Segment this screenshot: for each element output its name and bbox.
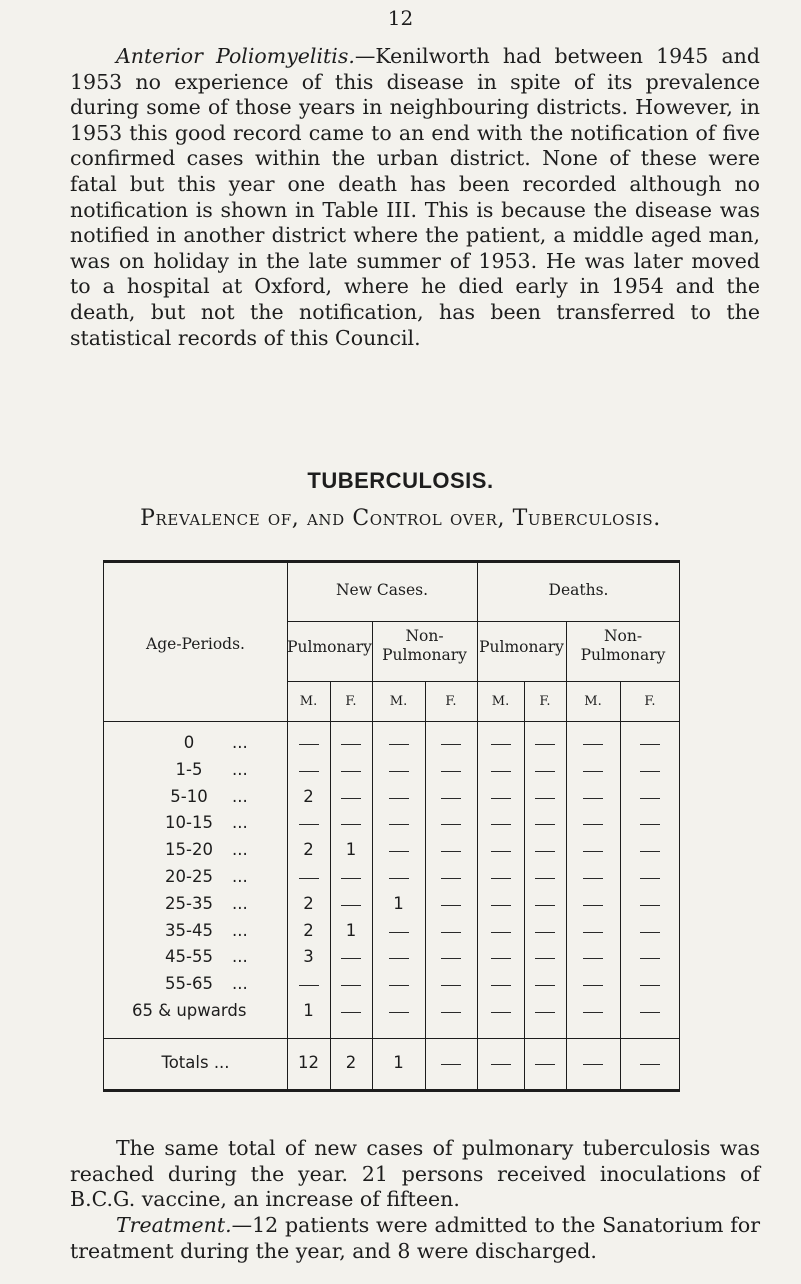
cell-value: 1 (393, 894, 404, 913)
empty-cell-dash (389, 985, 409, 986)
empty-cell-dash (389, 798, 409, 799)
age-period-label (104, 867, 287, 886)
new-cases-header: New Cases. (335, 581, 429, 599)
row-divider (104, 1038, 680, 1039)
empty-cell-dash (299, 824, 319, 825)
age-period-label (104, 1001, 259, 1020)
empty-cell-dash (441, 771, 461, 772)
empty-cell-dash (491, 932, 511, 933)
age-value: 35-45 (165, 921, 213, 940)
deaths-header: Deaths. (548, 581, 609, 599)
empty-cell-dash (583, 1012, 603, 1013)
age-period-label (104, 813, 287, 832)
empty-cell-dash (640, 985, 660, 986)
sex-header: F. (539, 694, 551, 709)
empty-cell-dash (640, 824, 660, 825)
empty-cell-dash (389, 744, 409, 745)
total-value: 2 (345, 1053, 357, 1072)
sex-header: F. (644, 694, 656, 709)
leader-dots: ... (232, 760, 248, 779)
cell-value: 1 (345, 921, 357, 940)
age-period-label (104, 974, 287, 993)
age-period-label (104, 947, 287, 966)
row-divider (287, 621, 680, 622)
age-period-label (104, 787, 287, 806)
cell-value: 1 (303, 1001, 314, 1020)
empty-cell-dash (491, 1064, 511, 1065)
section-subheading: Prevalence of, and Control over, Tuberculosis. (140, 506, 661, 531)
age-value: 0 (183, 733, 195, 752)
empty-cell-dash (389, 878, 409, 879)
tuberculosis-table (103, 560, 680, 1092)
leader-dots: ... (232, 787, 248, 806)
col-divider (330, 681, 331, 1092)
empty-cell-dash (389, 771, 409, 772)
empty-cell-dash (341, 1012, 361, 1013)
empty-cell-dash (640, 1012, 660, 1013)
pulmonary-header: Pulmonary (287, 638, 372, 656)
empty-cell-dash (535, 744, 555, 745)
empty-cell-dash (341, 958, 361, 959)
leader-dots: ... (232, 840, 248, 859)
empty-cell-dash (535, 798, 555, 799)
leader-dots: ... (232, 921, 248, 940)
empty-cell-dash (640, 798, 660, 799)
empty-cell-dash (535, 1012, 555, 1013)
sex-header: M. (491, 694, 510, 709)
cell-value: 1 (345, 840, 357, 859)
empty-cell-dash (441, 824, 461, 825)
empty-cell-dash (535, 905, 555, 906)
empty-cell-dash (389, 824, 409, 825)
empty-cell-dash (640, 744, 660, 745)
empty-cell-dash (299, 985, 319, 986)
empty-cell-dash (583, 1064, 603, 1065)
empty-cell-dash (583, 878, 603, 879)
empty-cell-dash (341, 744, 361, 745)
empty-cell-dash (535, 771, 555, 772)
empty-cell-dash (389, 958, 409, 959)
empty-cell-dash (535, 851, 555, 852)
empty-cell-dash (640, 932, 660, 933)
treatment-paragraph (70, 1213, 760, 1264)
empty-cell-dash (341, 878, 361, 879)
empty-cell-dash (491, 744, 511, 745)
poliomyelitis-paragraph (70, 44, 760, 351)
leader-dots: ... (232, 894, 248, 913)
empty-cell-dash (299, 878, 319, 879)
pulmonary-label: Pulmonary (580, 646, 666, 664)
age-value: 20-25 (165, 867, 213, 886)
empty-cell-dash (389, 932, 409, 933)
empty-cell-dash (583, 932, 603, 933)
empty-cell-dash (441, 1012, 461, 1013)
non-label: Non- (405, 627, 444, 645)
age-value: 55-65 (165, 974, 213, 993)
age-value: 15-20 (165, 840, 213, 859)
empty-cell-dash (491, 798, 511, 799)
empty-cell-dash (535, 958, 555, 959)
empty-cell-dash (583, 798, 603, 799)
leader-dots: ... (232, 813, 248, 832)
empty-cell-dash (441, 798, 461, 799)
non-pulmonary-header (372, 627, 477, 665)
empty-cell-dash (583, 744, 603, 745)
non-pulmonary-header (566, 627, 680, 665)
empty-cell-dash (389, 1012, 409, 1013)
leader-dots: ... (232, 867, 248, 886)
empty-cell-dash (583, 905, 603, 906)
empty-cell-dash (640, 878, 660, 879)
empty-cell-dash (491, 771, 511, 772)
empty-cell-dash (640, 1064, 660, 1065)
leader-dots: ... (232, 947, 248, 966)
empty-cell-dash (341, 824, 361, 825)
treatment-label: Treatment. (116, 1213, 232, 1237)
empty-cell-dash (535, 985, 555, 986)
age-value: 25-35 (165, 894, 213, 913)
col-divider (425, 681, 426, 1092)
empty-cell-dash (583, 851, 603, 852)
col-divider (524, 681, 525, 1092)
sex-header: M. (299, 694, 318, 709)
pulmonary-header: Pulmonary (479, 638, 564, 656)
age-period-label (104, 760, 287, 779)
treatment-text: —12 patients were admitted to the Sanatorium for treatment during the year, and 8 were discharged. (70, 1213, 760, 1263)
empty-cell-dash (640, 958, 660, 959)
empty-cell-dash (441, 1064, 461, 1065)
row-divider (104, 721, 680, 722)
empty-cell-dash (299, 744, 319, 745)
empty-cell-dash (583, 985, 603, 986)
poliomyelitis-text: —Kenilworth had between 1945 and 1953 no experience of this disease in spite of its prevalence during some of those years in neighbouring districts. However, in 1953 this good record came to an end with the notification of five confirmed cases within the urban district. None of these were fatal but this year one death has been recorded although no notification is shown in Table III. This is because the disease was notified in another district where the patient, a middle aged man, was on holiday in the late summer of 1953. He was later moved to a hospital at Oxford, where he died early in 1954 and the death, but not the notification, has been transferred to the statistical records of this Council. (70, 44, 760, 350)
empty-cell-dash (341, 771, 361, 772)
section-heading: TUBERCULOSIS. (307, 468, 494, 493)
age-period-label (104, 733, 287, 752)
empty-cell-dash (583, 958, 603, 959)
leader-dots: ... (232, 974, 248, 993)
cell-value: 2 (303, 894, 314, 913)
empty-cell-dash (535, 1064, 555, 1065)
empty-cell-dash (341, 905, 361, 906)
empty-cell-dash (441, 905, 461, 906)
cell-value: 2 (303, 921, 314, 940)
empty-cell-dash (341, 798, 361, 799)
empty-cell-dash (491, 958, 511, 959)
empty-cell-dash (491, 851, 511, 852)
poliomyelitis-label: Anterior Poliomyelitis. (116, 44, 355, 68)
age-period-label (104, 894, 287, 913)
total-value: 1 (393, 1053, 404, 1072)
sex-header: M. (389, 694, 408, 709)
empty-cell-dash (640, 905, 660, 906)
pulmonary-label: Pulmonary (382, 646, 467, 664)
age-period-label (104, 840, 287, 859)
empty-cell-dash (341, 985, 361, 986)
empty-cell-dash (535, 824, 555, 825)
sex-header: F. (445, 694, 457, 709)
empty-cell-dash (491, 985, 511, 986)
cell-value: 2 (303, 840, 314, 859)
empty-cell-dash (491, 1012, 511, 1013)
empty-cell-dash (441, 744, 461, 745)
cell-value: 2 (303, 787, 314, 806)
empty-cell-dash (640, 771, 660, 772)
age-periods-header: Age-Periods. (146, 635, 245, 653)
empty-cell-dash (441, 932, 461, 933)
empty-cell-dash (583, 824, 603, 825)
empty-cell-dash (491, 905, 511, 906)
row-divider (287, 681, 680, 682)
age-period-label (104, 921, 287, 940)
page-number: 12 (387, 6, 414, 30)
age-value: 1-5 (175, 760, 203, 779)
empty-cell-dash (299, 771, 319, 772)
totals-label: Totals ... (161, 1053, 230, 1072)
cell-value: 3 (303, 947, 314, 966)
age-value: 10-15 (165, 813, 213, 832)
empty-cell-dash (491, 824, 511, 825)
sex-header: M. (584, 694, 602, 709)
empty-cell-dash (441, 958, 461, 959)
col-divider (620, 681, 621, 1092)
empty-cell-dash (389, 851, 409, 852)
age-value: 65 & upwards (132, 1001, 247, 1020)
sex-header: F. (345, 694, 357, 709)
empty-cell-dash (535, 932, 555, 933)
empty-cell-dash (441, 878, 461, 879)
empty-cell-dash (583, 771, 603, 772)
leader-dots: ... (232, 733, 248, 752)
age-value: 5-10 (170, 787, 208, 806)
empty-cell-dash (640, 851, 660, 852)
empty-cell-dash (441, 851, 461, 852)
empty-cell-dash (491, 878, 511, 879)
empty-cell-dash (535, 878, 555, 879)
age-value: 45-55 (165, 947, 213, 966)
empty-cell-dash (441, 985, 461, 986)
non-label: Non- (603, 627, 643, 645)
col-divider (372, 621, 373, 1092)
total-value: 12 (298, 1053, 319, 1072)
col-divider (566, 621, 567, 1092)
bcg-paragraph: The same total of new cases of pulmonary tuberculosis was reached during the year. 21 persons received inoculations of B.C.G. vaccine, an increase of fifteen. (70, 1136, 760, 1212)
